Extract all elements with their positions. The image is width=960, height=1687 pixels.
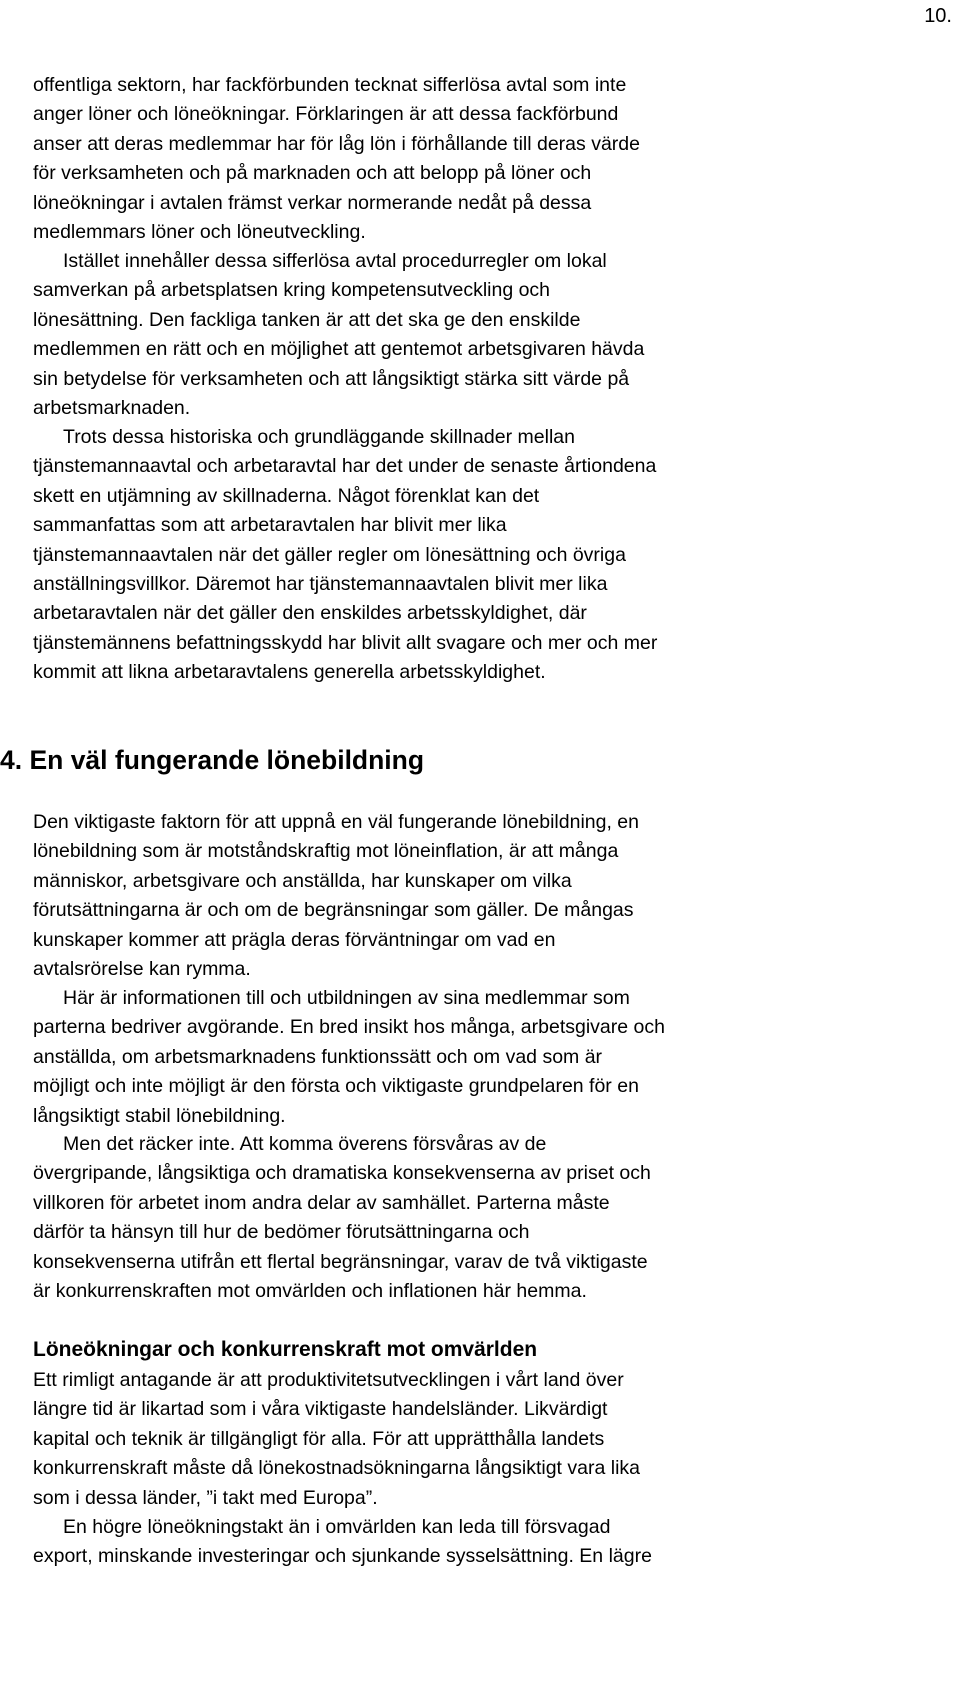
paragraph-line: Istället innehåller dessa sifferlösa avtal procedurregler om lokal — [63, 250, 607, 272]
paragraph-line: kommit att likna arbetaravtalens generella arbetsskyldighet. — [33, 661, 546, 684]
paragraph-line: förutsättningarna är och om de begränsningar som gäller. De mångas — [33, 899, 634, 922]
continued-paragraph-2 — [33, 247, 913, 423]
paragraph-line: villkoren för arbetet inom andra delar av samhället. Parterna måste — [33, 1191, 610, 1214]
subsection-paragraph-2 — [33, 1513, 913, 1572]
paragraph-line: Den viktigaste faktorn för att uppnå en väl fungerande lönebildning, en — [33, 811, 639, 833]
paragraph-line: avtalsrörelse kan rymma. — [33, 958, 251, 981]
paragraph-line: parterna bedriver avgörande. En bred insikt hos många, arbetsgivare och — [33, 1016, 665, 1039]
paragraph-line: anställningsvillkor. Däremot har tjänstemannaavtalen blivit mer lika — [33, 573, 608, 596]
paragraph-line: samverkan på arbetsplatsen kring kompetensutveckling och — [33, 279, 551, 302]
paragraph-line: sin betydelse för verksamheten och att långsiktigt stärka sitt värde på — [33, 367, 630, 390]
paragraph-line: tjänstemannaavtalen när det gäller regler om lönesättning och övriga — [33, 543, 626, 566]
paragraph-line: är konkurrenskraften mot omvärlden och inflationen här hemma. — [33, 1280, 587, 1303]
paragraph-line: längre tid är likartad som i våra viktigaste handelsländer. Likvärdigt — [33, 1398, 608, 1421]
paragraph-line: konsekvenserna utifrån ett flertal begränsningar, varav de två viktigaste — [33, 1250, 648, 1273]
section-4-paragraph-2 — [33, 984, 913, 1131]
paragraph-line: kapital och teknik är tillgängligt för alla. För att upprätthålla landets — [33, 1427, 605, 1450]
paragraph-line: En högre löneökningstakt än i omvärlden kan leda till försvagad — [63, 1516, 611, 1538]
paragraph-line: arbetsmarknaden. — [33, 397, 191, 420]
paragraph-line: långsiktigt stabil lönebildning. — [33, 1104, 286, 1127]
paragraph-line: export, minskande investeringar och sjunkande sysselsättning. En lägre — [33, 1545, 652, 1568]
paragraph-line: anger löner och löneökningar. Förklaringen är att dessa fackförbund — [33, 103, 619, 126]
paragraph-line: kunskaper kommer att prägla deras förväntningar om vad en — [33, 928, 556, 951]
section-4-paragraph-3 — [33, 1130, 913, 1306]
paragraph-line: medlemmars löner och löneutveckling. — [33, 221, 366, 244]
paragraph-line: Trots dessa historiska och grundläggande skillnader mellan — [63, 426, 575, 448]
paragraph-line: därför ta hänsyn till hur de bedömer förutsättningarna och — [33, 1221, 530, 1244]
paragraph-line: konkurrenskraft måste då lönekostnadsökningarna långsiktigt vara lika — [33, 1457, 640, 1480]
paragraph-line: lönesättning. Den fackliga tanken är att det ska ge den enskilde — [33, 308, 581, 331]
section-4-paragraph-1 — [33, 808, 913, 984]
paragraph-line: anser att deras medlemmar har för låg lön i förhållande till deras värde — [33, 132, 640, 155]
paragraph-line: som i dessa länder, ”i takt med Europa”. — [33, 1486, 378, 1509]
section-heading: 4. En väl fungerande lönebildning — [0, 745, 425, 775]
paragraph-line: möjligt och inte möjligt är den första och viktigaste grundpelaren för en — [33, 1075, 639, 1098]
paragraph-line: Men det räcker inte. Att komma överens försvåras av de — [63, 1133, 547, 1155]
paragraph-line: anställda, om arbetsmarknadens funktionssätt och om vad som är — [33, 1045, 603, 1068]
paragraph-line: tjänstemännens befattningsskydd har blivit allt svagare och mer och mer — [33, 631, 658, 654]
paragraph-line: skett en utjämning av skillnaderna. Något förenklat kan det — [33, 484, 540, 507]
paragraph-line: människor, arbetsgivare och anställda, har kunskaper om vilka — [33, 869, 572, 892]
continued-paragraph-1 — [33, 71, 913, 247]
paragraph-line: tjänstemannaavtal och arbetaravtal har det under de senaste årtiondena — [33, 455, 657, 478]
paragraph-line: arbetaravtalen när det gäller den enskildes arbetsskyldighet, där — [33, 602, 587, 625]
paragraph-line: löneökningar i avtalen främst verkar normerande nedåt på dessa — [33, 191, 592, 214]
paragraph-line: Här är informationen till och utbildningen av sina medlemmar som — [63, 987, 630, 1009]
subsection-paragraph-1 — [33, 1366, 913, 1513]
page-number: 10. — [924, 5, 952, 27]
paragraph-line: för verksamheten och på marknaden och att belopp på löner och — [33, 162, 592, 185]
paragraph-line: övergripande, långsiktiga och dramatiska konsekvenserna av priset och — [33, 1162, 651, 1185]
paragraph-line: medlemmen en rätt och en möjlighet att gentemot arbetsgivaren hävda — [33, 338, 645, 361]
paragraph-line: lönebildning som är motståndskraftig mot löneinflation, är att många — [33, 840, 619, 863]
subsection-heading: Löneökningar och konkurrenskraft mot omvärlden — [33, 1338, 538, 1361]
paragraph-line: offentliga sektorn, har fackförbunden tecknat sifferlösa avtal som inte — [33, 74, 627, 96]
continued-paragraph-3 — [33, 423, 913, 688]
paragraph-line: Ett rimligt antagande är att produktivitetsutvecklingen i vårt land över — [33, 1369, 624, 1391]
paragraph-line: sammanfattas som att arbetaravtalen har blivit mer lika — [33, 514, 507, 537]
